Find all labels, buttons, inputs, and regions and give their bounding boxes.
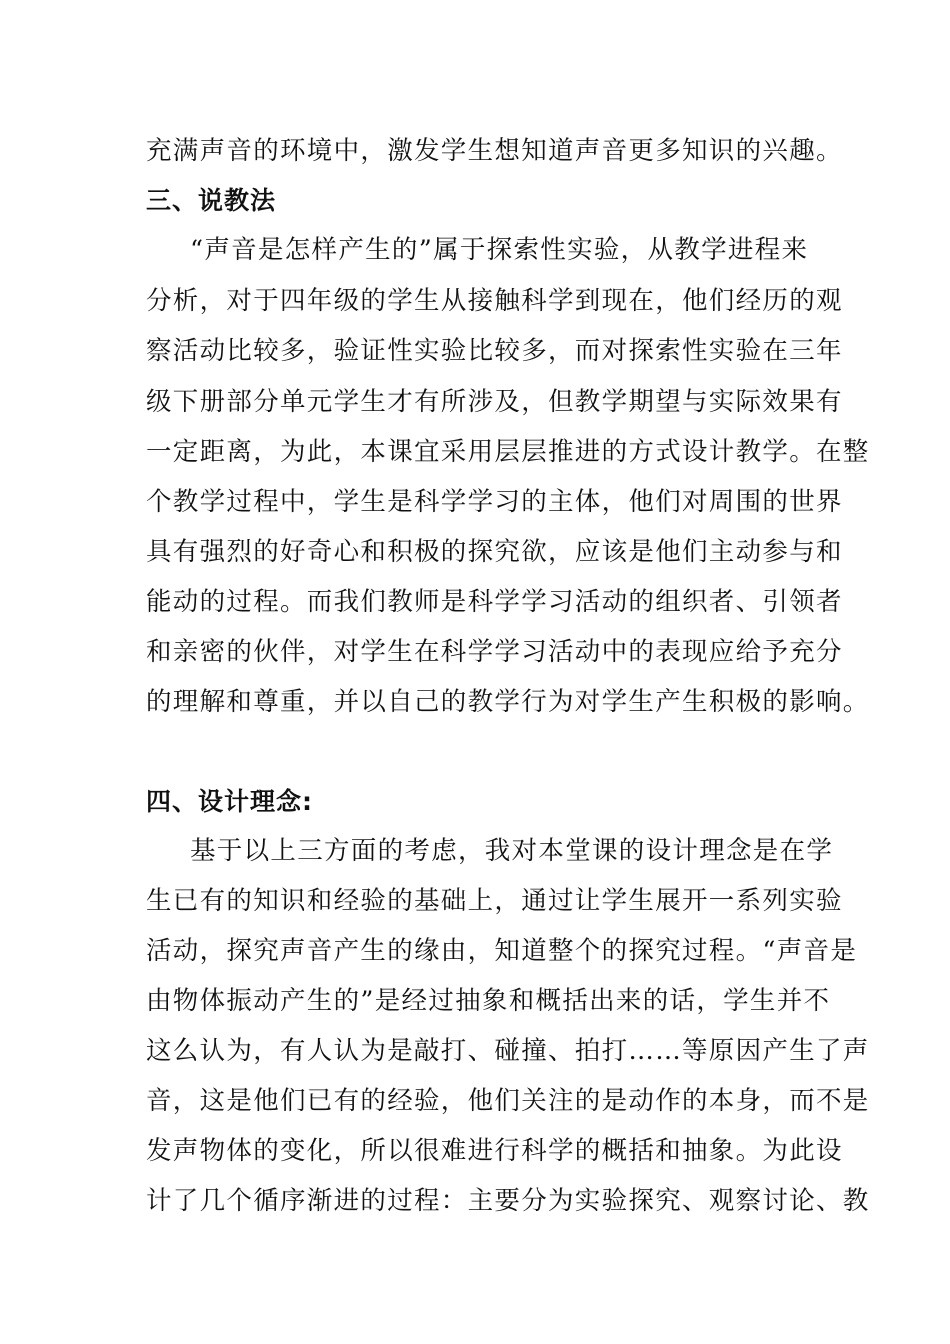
paragraph-line: 分析，对于四年级的学生从接触科学到现在，他们经历的观	[146, 286, 843, 316]
paragraph-line: 发声物体的变化，所以很难进行科学的概括和抽象。为此设	[146, 1136, 843, 1166]
paragraph-line: 生已有的知识和经验的基础上，通过让学生展开一系列实验	[146, 886, 843, 916]
paragraph-line: 音，这是他们已有的经验，他们关注的是动作的本身，而不是	[146, 1086, 870, 1116]
paragraph-line: 具有强烈的好奇心和积极的探究欲，应该是他们主动参与和	[146, 537, 843, 567]
paragraph-line: “声音是怎样产生的”属于探索性实验，从教学进程来	[190, 235, 809, 265]
paragraph-line: 充满声音的环境中，激发学生想知道声音更多知识的兴趣。	[146, 136, 843, 166]
paragraph-line: 这么认为，有人认为是敲打、碰撞、拍打……等原因产生了声	[146, 1036, 870, 1066]
paragraph-line: 基于以上三方面的考虑，我对本堂课的设计理念是在学	[190, 836, 834, 866]
paragraph-line: 级下册部分单元学生才有所涉及，但教学期望与实际效果有	[146, 387, 843, 417]
paragraph-line: 一定距离，为此，本课宜采用层层推进的方式设计教学。在整	[146, 437, 870, 467]
paragraph-line: 个教学过程中，学生是科学学习的主体，他们对周围的世界	[146, 487, 843, 517]
section-heading-design-concept: 四、设计理念:	[146, 787, 313, 816]
paragraph-line: 计了几个循序渐进的过程：主要分为实验探究、观察讨论、教	[146, 1186, 870, 1216]
paragraph-line: 能动的过程。而我们教师是科学学习活动的组织者、引领者	[146, 587, 843, 617]
paragraph-line: 察活动比较多，验证性实验比较多，而对探索性实验在三年	[146, 336, 843, 366]
paragraph-line: 的理解和尊重，并以自己的教学行为对学生产生积极的影响。	[146, 687, 870, 717]
paragraph-line: 和亲密的伙伴，对学生在科学学习活动中的表现应给予充分	[146, 637, 843, 667]
paragraph-line: 由物体振动产生的”是经过抽象和概括出来的话，学生并不	[146, 986, 831, 1016]
paragraph-line: 活动，探究声音产生的缘由，知道整个的探究过程。“声音是	[146, 936, 858, 966]
section-heading-teaching-method: 三、说教法	[146, 186, 277, 215]
